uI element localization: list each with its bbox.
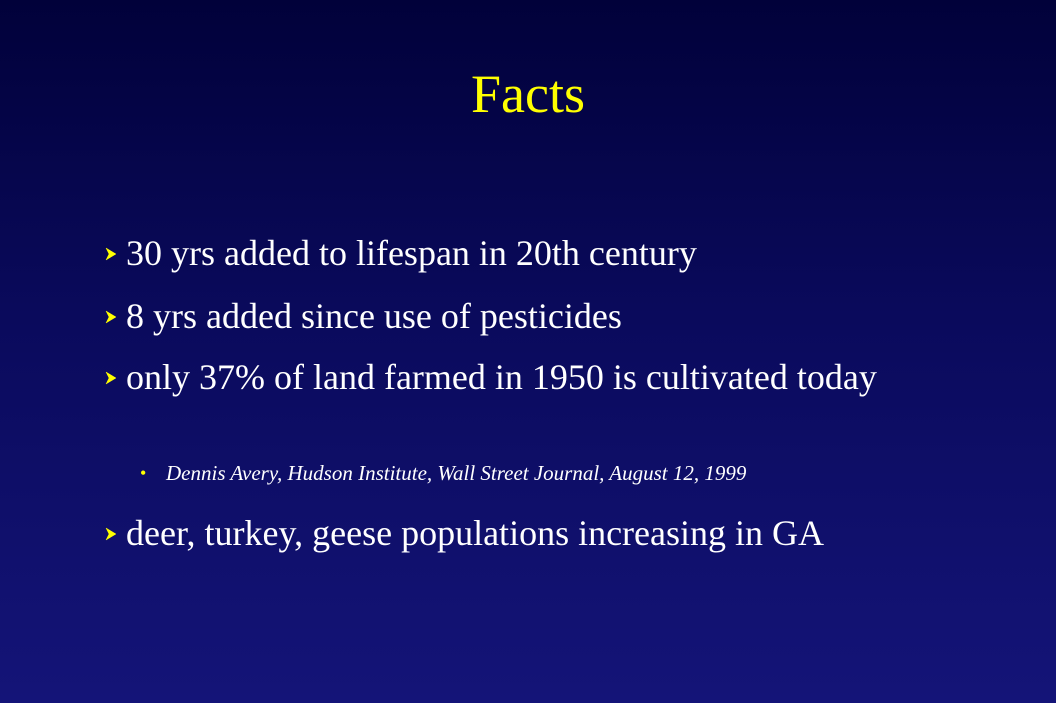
bullet-dot-icon: • — [140, 463, 147, 483]
citation-text: Dennis Avery, Hudson Institute, Wall Street Journal, August 12, 1999 — [166, 461, 747, 485]
bullet-text: deer, turkey, geese populations increasing in GA — [126, 513, 825, 553]
arrow-right-icon — [104, 371, 118, 385]
slide-title: Facts — [471, 64, 585, 124]
bullet-text: 30 yrs added to lifespan in 20th century — [126, 233, 697, 273]
bullet-text: only 37% of land farmed in 1950 is cultivated today — [126, 357, 877, 397]
arrow-right-icon — [104, 527, 118, 541]
arrow-right-icon — [104, 310, 118, 324]
bullet-text: 8 yrs added since use of pesticides — [126, 296, 622, 336]
arrow-right-icon — [104, 247, 118, 261]
